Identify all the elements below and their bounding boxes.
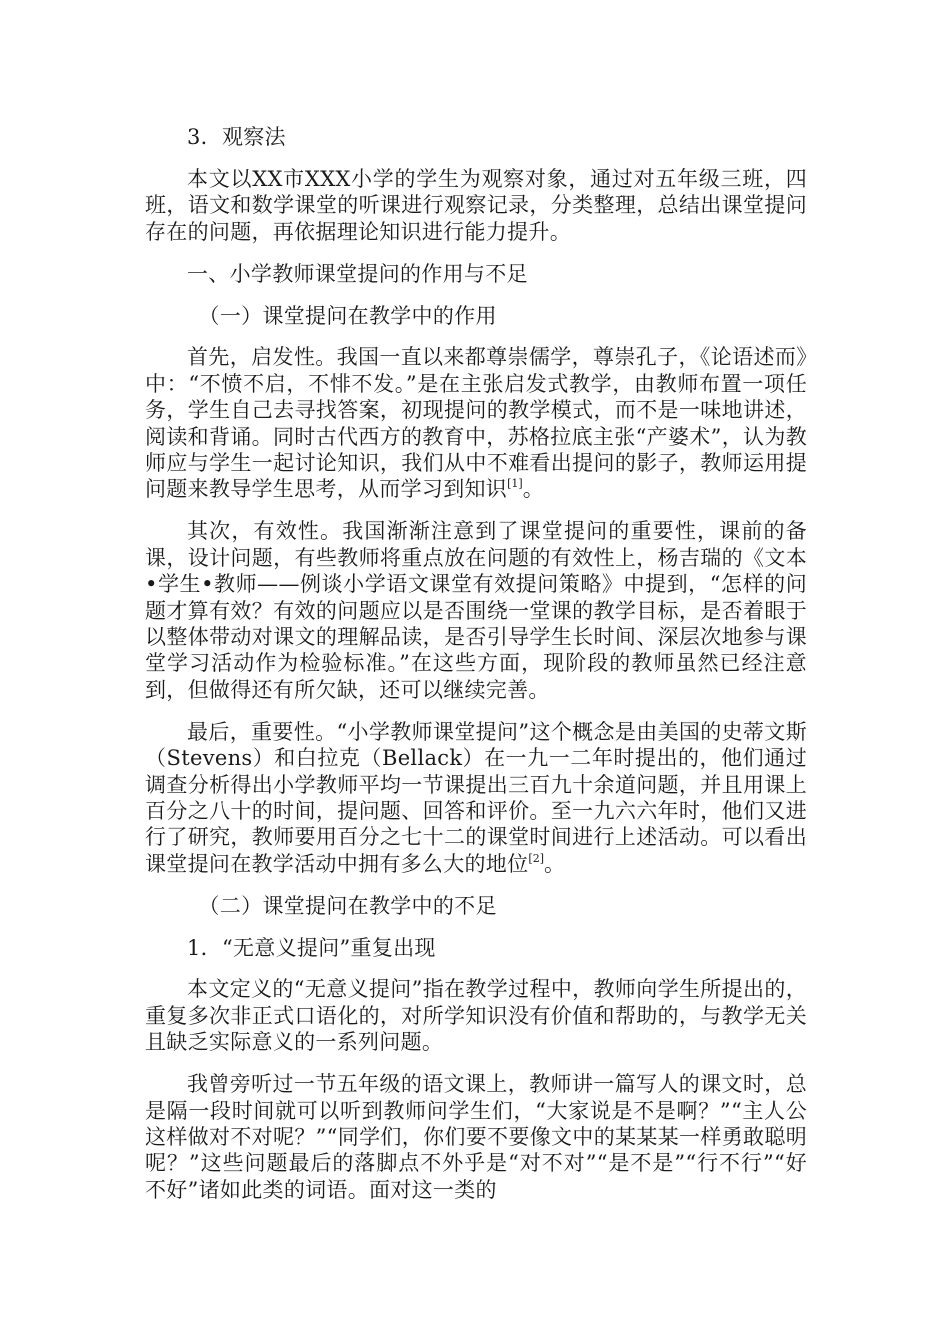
paragraph-text: 最后，重要性。“小学教师课堂提问”这个概念是由美国的史蒂文斯（Stevens）和白拉克（Bellack）在一九一二年时提出的，他们通过调查分析得出小学教师平均一节课提出三百九十余道问题，并且用课上百分之八十的时间，提问题、回答和评价。至一九六六年时，他们又进行了研究，教师要用百分之七十二的课堂时间进行上述活动。可以看出课堂提问在教学活动中拥有多么大的地位 [145,719,807,876]
section-heading-role-and-shortcomings: 一、小学教师课堂提问的作用与不足 [187,261,528,286]
paragraph-text: 首先，启发性。我国一直以来都尊崇儒学，尊崇孔子，《论语述而》中：“不愤不启，不悱不发。”是在主张启发式教学，由教师布置一项任务，学生自己去寻找答案，初现提问的教学模式，而不是一味地讲述，阅读和背诵。同时古代西方的教育中，苏格拉底主张“产婆术”，认为教师应与学生一起讨论知识，我们从中不难看出提问的影子，教师运用提问题来教导学生思考，从而学习到知识 [145,345,807,502]
section-heading-observation-method: 3．观察法 [187,125,286,149]
paragraph-tail: 。 [544,851,566,876]
paragraph-importance [145,719,807,877]
document-page [145,124,807,1219]
paragraph-definition: 本文定义的“无意义提问”指在教学过程中，教师向学生所提出的，重复多次非正式口语化的，对所学知识没有价值和帮助的，与教学无关且缺乏实际意义的一系列问题。 [145,977,807,1055]
paragraph-effectiveness: 其次，有效性。我国渐渐注意到了课堂提问的重要性，课前的备课，设计问题，有些教师将重点放在问题的有效性上，杨吉瑞的《文本•学生•教师——例谈小学语文课堂有效提问策略》中提到，“怎样的问题才算有效？有效的问题应以是否围绕一堂课的教学目标，是否着眼于以整体带动对课文的理解品读，是否引导学生长时间、深层次地参与课堂学习活动作为检验标准。”在这些方面，现阶段的教师虽然已经注意到，但做得还有所欠缺，还可以继续完善。 [145,519,807,702]
paragraph-classroom-example: 我曾旁听过一节五年级的语文课上，教师讲一篇写人的课文时，总是隔一段时间就可以听到教师问学生们，“大家说是不是啊？”“主人公这样做对不对呢？”“同学们，你们要不要像文中的某某某一样勇敢聪明呢？”这些问题最后的落脚点不外乎是“对不对”“是不是”“行不行”“好不好”诸如此类的词语。面对这一类的 [145,1072,807,1202]
paragraph-observation-method: 本文以XX市XXX小学的学生为观察对象，通过对五年级三班，四班，语文和数学课堂的听课进行观察记录，分类整理，总结出课堂提问存在的问题，再依据理论知识进行能力提升。 [145,166,807,244]
citation-reference: [1] [507,477,523,491]
paragraph-tail: 。 [522,477,545,502]
subsection-heading-role: （一）课堂提问在教学中的作用 [198,303,497,328]
item-heading-meaningless-questions: 1．“无意义提问”重复出现 [187,935,436,960]
paragraph-inspiration [145,344,807,502]
citation-reference: [2] [528,851,544,865]
subsection-heading-shortcomings: （二）课堂提问在教学中的不足 [198,893,497,918]
